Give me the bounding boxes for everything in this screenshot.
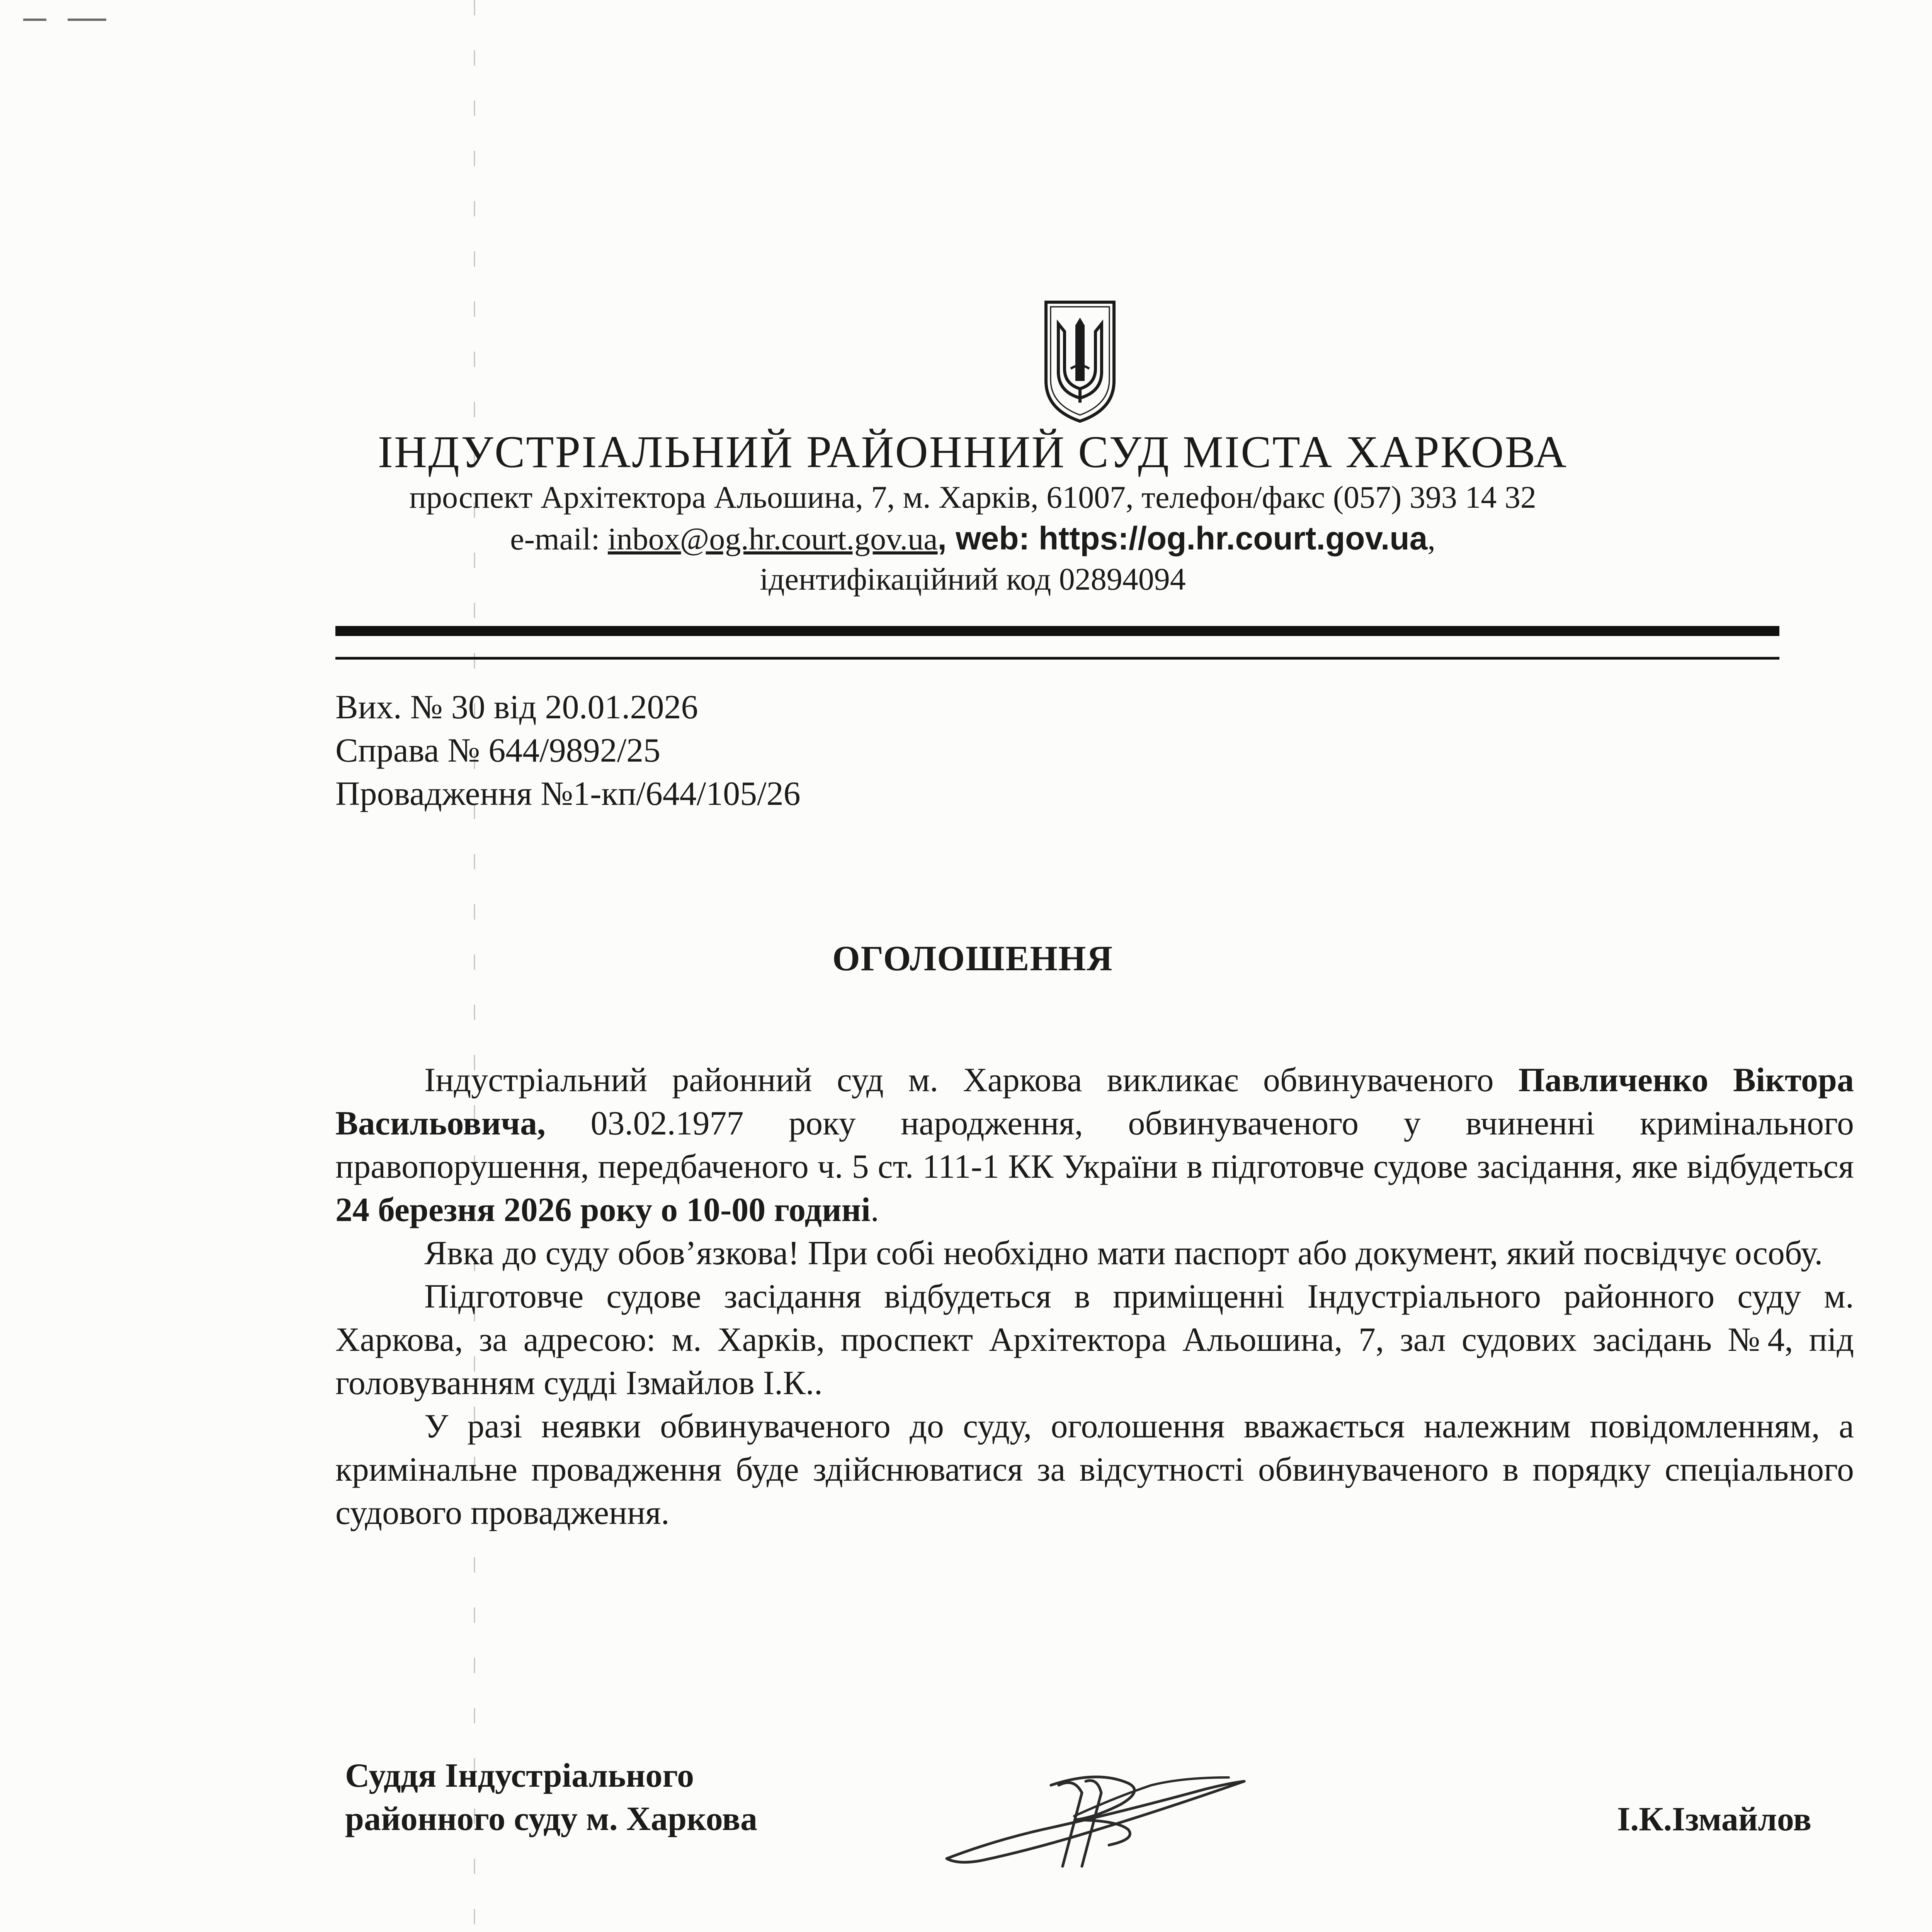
court-contacts <box>0 517 1932 560</box>
paragraph-absence: У разі неявки обвинуваченого до суду, оголошення вважається належним повідомленням, а кримінальне провадження буде здійснюватися за відсутності обвинуваченого в порядку спеціального судового провадження. <box>335 1408 1854 1532</box>
outgoing-number: Вих. № 30 від 20.01.2026 <box>335 689 698 726</box>
judge-title <box>345 1754 757 1841</box>
trident-emblem-icon <box>1041 298 1119 425</box>
judge-title-line1: Суддя Індустріального <box>345 1757 694 1794</box>
paragraph-location: Підготовче судове засідання відбудеться в приміщенні Індустріального районного суду м. Харкова, за адресою: м. Харків, проспект Архітектора Альошина, 7, зал судових засідань №4, під головуванням судді Ізмайлов І.К.. <box>335 1278 1854 1402</box>
judge-title-line2: районного суду м. Харкова <box>345 1800 757 1838</box>
web-link[interactable]: https://og.hr.court.gov.ua <box>1038 520 1428 556</box>
email-prefix: e-mail: <box>510 521 608 556</box>
announcement-body <box>335 1059 1854 1535</box>
paragraph-summons <box>335 1059 1854 1232</box>
handwritten-signature <box>935 1762 1252 1878</box>
accused-name: Павличенко Віктора Васильовича, <box>335 1061 1854 1142</box>
reference-block <box>335 686 801 816</box>
email-link[interactable]: inbox@og.hr.court.gov.ua <box>607 521 938 556</box>
scan-mark <box>68 19 106 21</box>
hearing-date: 24 березня 2026 року о 10-00 годині <box>335 1191 871 1229</box>
summons-text-continued: 03.02.1977 року народження, обвинуваченого у вчиненні кримінального правопорушення, передбаченого ч. 5 ст. 111-1 КК України в підготовче судове засідання, яке відбудеться <box>335 1105 1854 1185</box>
web-prefix: , web: <box>937 520 1039 556</box>
paragraph-attendance: Явка до суду обов’язкова! При собі необхідно мати паспорт або документ, який посвідчує особу. <box>424 1235 1823 1272</box>
judge-name: І.К.Ізмайлов <box>1617 1801 1812 1838</box>
summons-text: Індустріальний районний суд м. Харкова викликає обвинуваченого <box>424 1061 1519 1099</box>
document-title: ОГОЛОШЕННЯ <box>832 939 1113 978</box>
summons-text-end: . <box>870 1191 879 1229</box>
web-suffix: , <box>1427 521 1435 556</box>
court-id-code: ідентифікаційний код 02894094 <box>760 561 1186 597</box>
case-number: Справа № 644/9892/25 <box>335 732 661 769</box>
scan-mark <box>23 19 46 21</box>
court-address: проспект Архітектора Альошина, 7, м. Харків, 61007, телефон/факс (057) 393 14 32 <box>409 480 1536 515</box>
header-rule-thin <box>335 657 1779 660</box>
header-rule-thick <box>335 626 1779 636</box>
proceeding-number: Провадження №1-кп/644/105/26 <box>335 775 801 813</box>
court-name: ІНДУСТРІАЛЬНИЙ РАЙОННИЙ СУД МІСТА ХАРКОВА <box>378 427 1568 477</box>
